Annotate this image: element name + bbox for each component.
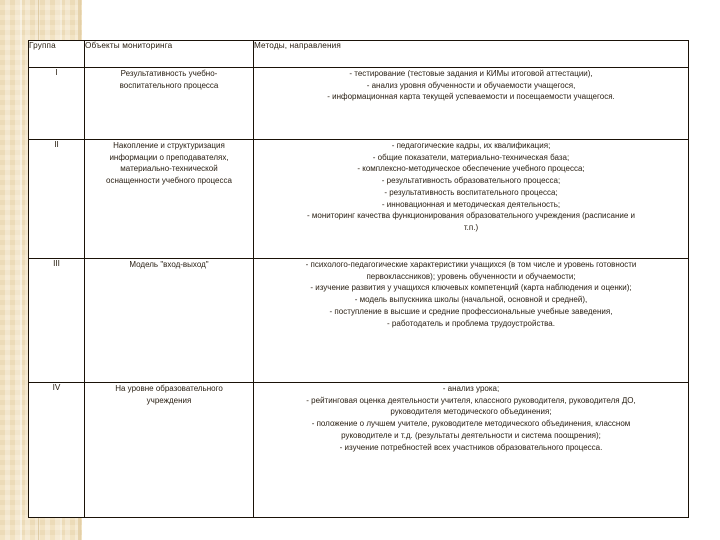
method-line: - изучение развития у учащихся ключевых компетенций (карта наблюдения и оценки); bbox=[310, 283, 632, 293]
objects-line: материально-технической bbox=[120, 164, 218, 173]
method-line: первоклассников); уровень обученности и обучаемости; bbox=[366, 271, 576, 281]
method-line: - комплексно-методическое обеспечение учебного процесса; bbox=[357, 164, 585, 174]
method-line: - педагогические кадры, их квалификация; bbox=[391, 141, 551, 150]
method-line: руководителе и т.д. (результаты деятельности и система поощрения); bbox=[341, 430, 601, 440]
column-header-group: Группа bbox=[29, 41, 85, 68]
column-header-objects: Объекты мониторинга bbox=[85, 41, 254, 68]
objects-line: воспитательного процесса bbox=[119, 80, 219, 90]
method-line: - анализ урока; bbox=[442, 384, 500, 393]
objects-line: оснащенности учебного процесса bbox=[106, 175, 232, 185]
method-line: - модель выпускника школы (начальной, основной и средней), bbox=[354, 295, 588, 305]
table-header-row bbox=[29, 41, 689, 68]
cell-group-4: IV bbox=[29, 383, 85, 518]
cell-methods-3 bbox=[254, 259, 689, 383]
method-line: руководителя методического объединения; bbox=[390, 407, 552, 417]
method-line: - работодатель и проблема трудоустройства. bbox=[387, 318, 555, 328]
monitoring-table bbox=[28, 40, 689, 518]
cell-group-2: II bbox=[29, 140, 85, 259]
cell-objects-4 bbox=[85, 383, 254, 518]
method-line: - рейтинговая оценка деятельности учителя, классного руководителя, руководителя ДО, bbox=[306, 395, 636, 405]
method-line: т.п.) bbox=[463, 222, 479, 232]
method-line: - мониторинг качества функционирования образовательного учреждения (расписание и bbox=[307, 211, 635, 221]
cell-methods-1 bbox=[254, 68, 689, 140]
column-header-methods: Методы, направления bbox=[254, 41, 689, 68]
method-line: - поступление в высшие и средние профессиональные учебные заведения, bbox=[329, 306, 613, 316]
method-line: - изучение потребностей всех участников образовательного процесса. bbox=[339, 442, 603, 452]
method-line: - психолого-педагогические характеристики учащихся (в том числе и уровень готовности bbox=[305, 260, 637, 269]
method-line: - результативность воспитательного процесса; bbox=[384, 187, 558, 197]
band-stripe-light-1 bbox=[20, 0, 22, 540]
objects-line: Накопление и структуризация bbox=[113, 141, 225, 150]
objects-line: информации о преподавателях, bbox=[109, 152, 229, 162]
cell-objects-2 bbox=[85, 140, 254, 259]
table-row bbox=[29, 68, 689, 140]
objects-line: На уровне образовательного bbox=[115, 384, 223, 393]
cell-methods-4 bbox=[254, 383, 689, 518]
objects-line: Модель "вход-выход" bbox=[129, 260, 209, 269]
method-line: - инновационная и методическая деятельность; bbox=[381, 199, 561, 209]
method-line: - общие показатели, материально-техническая база; bbox=[372, 152, 570, 162]
cell-objects-3 bbox=[85, 259, 254, 383]
objects-line: учреждения bbox=[146, 395, 192, 405]
objects-line: Результативность учебно- bbox=[120, 69, 218, 78]
method-line: - результативность образовательного процесса; bbox=[381, 176, 561, 186]
cell-group-3: III bbox=[29, 259, 85, 383]
method-line: - информационная карта текущей успеваемости и посещаемости учащегося. bbox=[327, 92, 615, 102]
method-line: - положение о лучшем учителе, руководителе методического объединения, классном bbox=[311, 419, 631, 429]
table-row bbox=[29, 383, 689, 518]
cell-methods-2 bbox=[254, 140, 689, 259]
table-row bbox=[29, 140, 689, 259]
table-body bbox=[29, 68, 689, 518]
cell-objects-1 bbox=[85, 68, 254, 140]
method-line: - тестирование (тестовые задания и КИМы итоговой аттестации), bbox=[349, 69, 593, 78]
method-line: - анализ уровня обученности и обучаемости учащегося, bbox=[366, 80, 576, 90]
table-row bbox=[29, 259, 689, 383]
cell-group-1: I bbox=[29, 68, 85, 140]
